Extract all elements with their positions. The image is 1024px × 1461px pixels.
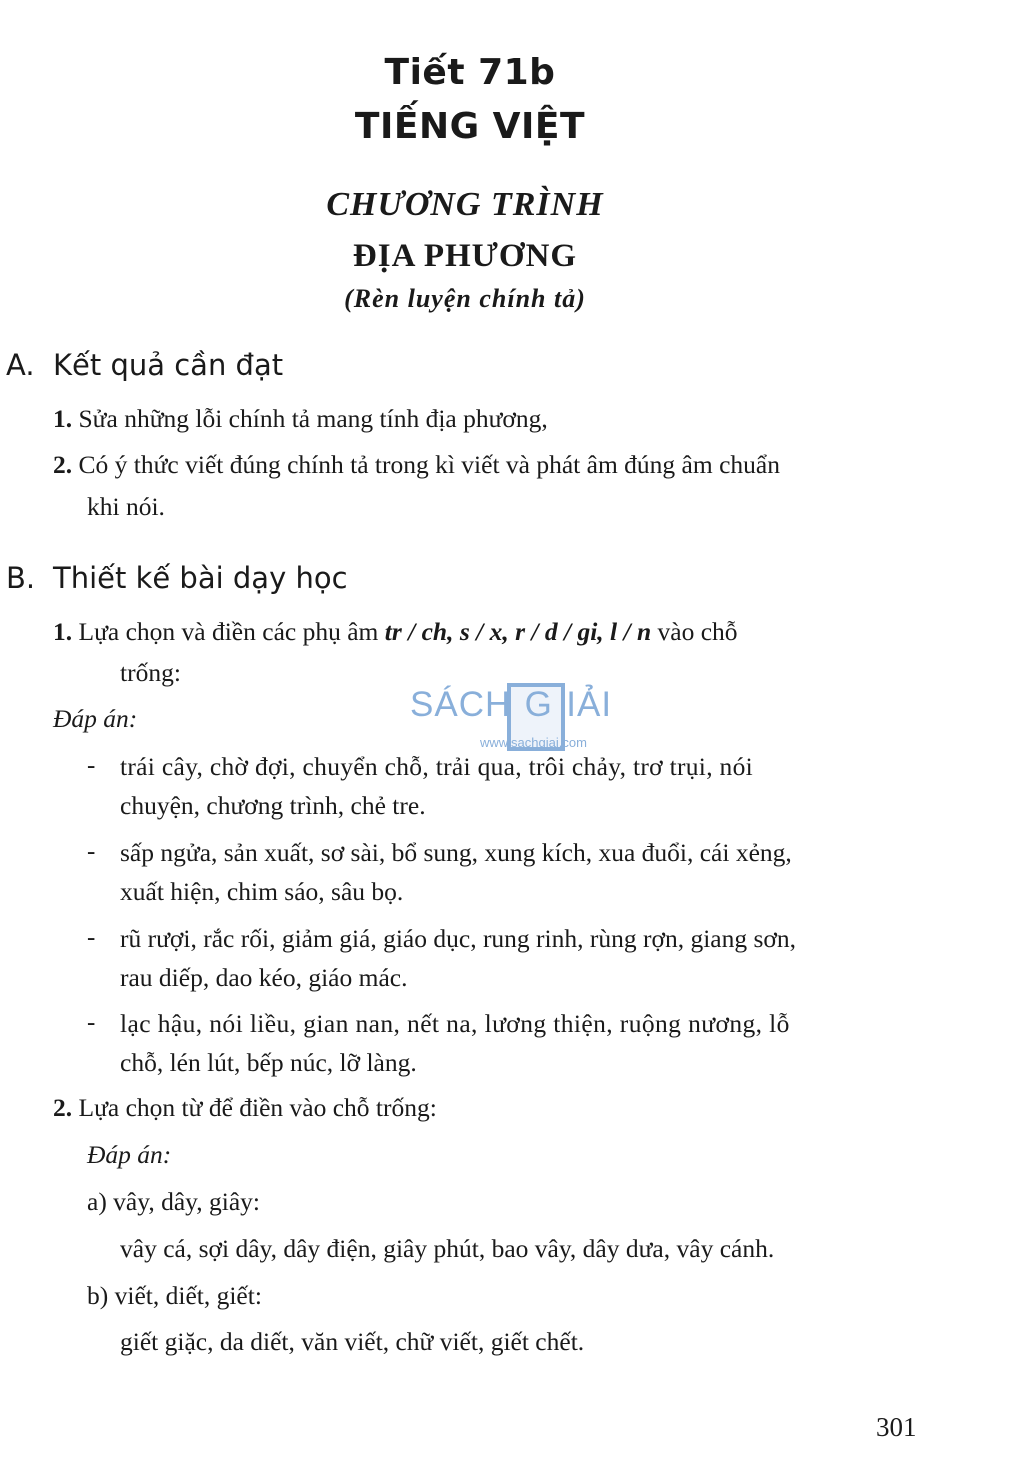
answer-label: Đáp án:: [87, 1140, 172, 1169]
subject-title: TIẾNG VIỆT: [354, 106, 586, 147]
bullet-dash: -: [87, 838, 96, 865]
item-text: Sửa những lỗi chính tả mang tính địa phương,: [78, 404, 548, 433]
bullet-text: trái cây, chờ đợi, chuyển chỗ, trải qua, trôi chảy, trơ trụi, nói: [120, 752, 754, 781]
consonant-list: tr / ch, s / x, r / d / gi, l / n: [384, 617, 652, 646]
question-text: Lựa chọn từ để điền vào chỗ trống:: [78, 1093, 437, 1122]
question-text-end: vào chỗ: [651, 617, 738, 646]
bullet-text-cont: chỗ, lén lút, bếp núc, lỡ làng.: [120, 1048, 417, 1077]
chapter-title-line1: CHƯƠNG TRÌNH: [326, 186, 604, 223]
item-number: 2.: [53, 450, 73, 479]
bullet-text-cont: xuất hiện, chim sáo, sâu bọ.: [120, 877, 404, 906]
lesson-number: Tiết 71b: [384, 52, 556, 93]
bullet-dash: -: [87, 924, 96, 951]
section-b-heading: [6, 561, 348, 595]
bullet-text-cont: rau diếp, dao kéo, giáo mác.: [120, 963, 408, 992]
part-a-answer: vây cá, sợi dây, dây điện, giây phút, bao vây, dây dưa, vây cánh.: [120, 1234, 775, 1263]
watermark-text: SÁCH G IẢI: [410, 685, 613, 724]
section-a-heading: [6, 348, 283, 382]
question-2: [53, 1093, 437, 1123]
question-number: 2.: [53, 1093, 73, 1122]
section-a-item-1: [53, 404, 548, 434]
bullet-dash: -: [87, 1009, 96, 1036]
part-b-label: b) viết, diết, giết:: [87, 1281, 262, 1310]
section-a-title: Kết quả cần đạt: [53, 348, 284, 382]
question-number: 1.: [53, 617, 73, 646]
question-text: Lựa chọn và điền các phụ âm: [78, 617, 385, 646]
question-1-cont: trống:: [120, 658, 181, 687]
bullet-text-cont: chuyện, chương trình, chẻ tre.: [120, 791, 426, 820]
chapter-subtitle: (Rèn luyện chính tả): [344, 284, 586, 313]
section-a-letter: A.: [6, 348, 35, 382]
section-a-item-2-cont: khi nói.: [87, 492, 165, 521]
bullet-text: sấp ngửa, sản xuất, sơ sài, bổ sung, xung kích, xua đuổi, cái xẻng,: [120, 838, 792, 867]
answer-label: Đáp án:: [53, 704, 138, 733]
bullet-text: lạc hậu, nói liều, gian nan, nết na, lương thiện, ruộng nương, lỗ: [120, 1009, 790, 1038]
section-a-item-2: [53, 450, 780, 480]
question-1: [53, 617, 738, 647]
section-b-title: Thiết kế bài dạy học: [53, 561, 348, 595]
part-b-answer: giết giặc, da diết, văn viết, chữ viết, giết chết.: [120, 1327, 585, 1356]
item-text: Có ý thức viết đúng chính tả trong kì viết và phát âm đúng âm chuẩn: [78, 450, 780, 479]
page-number: 301: [876, 1412, 917, 1442]
chapter-title-line2: ĐỊA PHƯƠNG: [352, 238, 578, 274]
watermark-url: www.sachgiai.com: [480, 735, 587, 750]
part-a-label: a) vây, dây, giây:: [87, 1187, 260, 1216]
section-b-letter: B.: [6, 561, 36, 595]
bullet-text: rũ rượi, rắc rối, giảm giá, giáo dục, rung rinh, rùng rợn, giang sơn,: [120, 924, 797, 953]
watermark-logo: [410, 683, 620, 753]
item-number: 1.: [53, 404, 73, 433]
bullet-dash: -: [87, 752, 96, 779]
